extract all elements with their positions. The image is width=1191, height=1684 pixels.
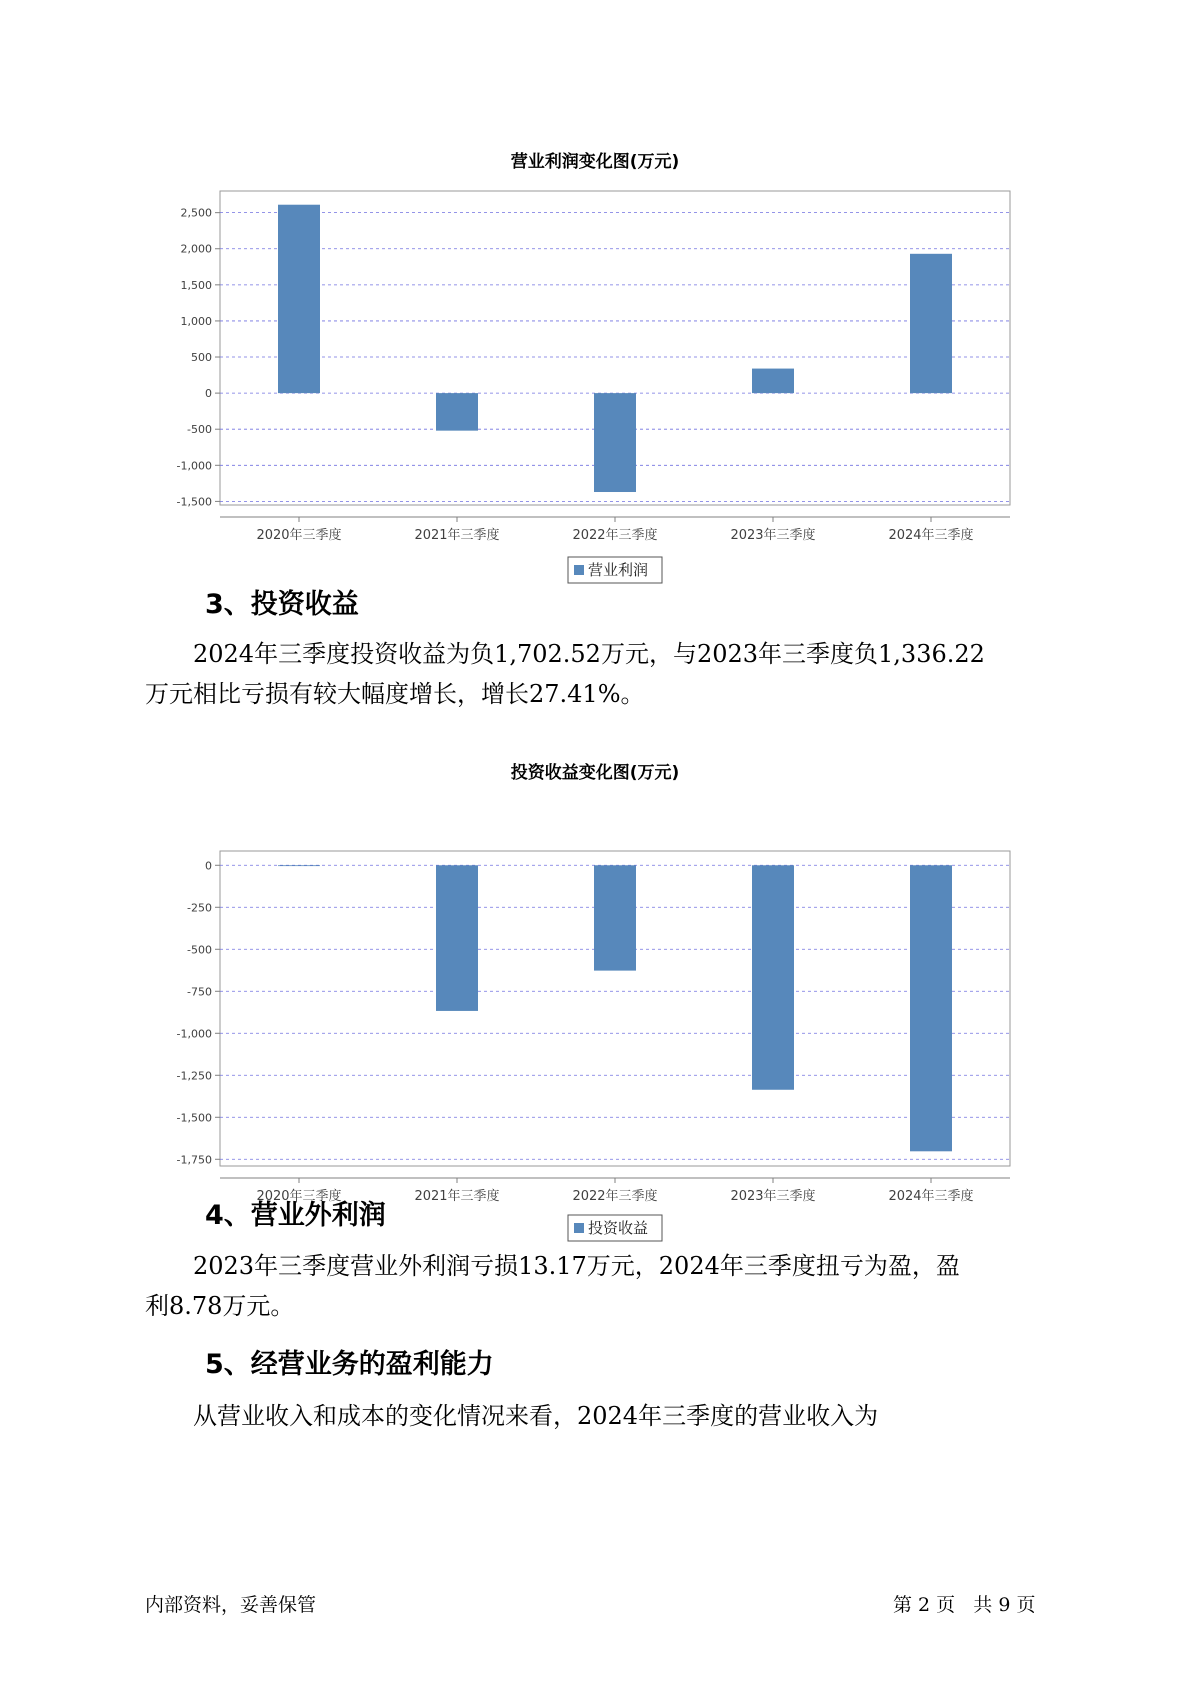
y-tick-label: -1,750 (176, 1153, 212, 1167)
y-tick-label: -1,500 (176, 495, 212, 509)
y-tick-label: 0 (205, 387, 212, 401)
chart-title-operating-profit: 营业利润变化图(万元) (510, 152, 680, 172)
footer-confidential-note: 内部资料，妥善保管 (145, 1594, 317, 1616)
legend-label: 营业利润 (588, 561, 649, 579)
x-tick-label: 2023年三季度 (730, 1189, 816, 1204)
paragraph-line: 万元相比亏损有较大幅度增长，增长27.41%。 (145, 680, 645, 708)
y-tick-label: -1,000 (176, 1027, 212, 1041)
chart-title-investment-income: 投资收益变化图(万元) (510, 763, 680, 783)
y-tick-label: -500 (187, 423, 212, 437)
x-tick-label: 2024年三季度 (888, 1189, 974, 1204)
y-tick-label: 1,000 (180, 314, 212, 328)
section-heading-profitability: 5、经营业务的盈利能力 (205, 1349, 494, 1380)
bar (910, 865, 952, 1151)
x-tick-label: 2023年三季度 (730, 528, 816, 543)
bar (278, 865, 320, 866)
y-tick-label: 2,000 (180, 242, 212, 256)
paragraph-line: 2023年三季度营业外利润亏损13.17万元，2024年三季度扭亏为盈，盈 (193, 1252, 960, 1280)
y-tick-label: 2,500 (180, 206, 212, 220)
x-tick-label: 2024年三季度 (888, 528, 974, 543)
x-tick-label: 2021年三季度 (414, 528, 500, 543)
y-tick-label: 1,500 (180, 278, 212, 292)
y-tick-label: -1,000 (176, 459, 212, 473)
y-tick-label: -750 (187, 985, 212, 999)
y-tick-label: -1,500 (176, 1111, 212, 1125)
x-tick-label: 2020年三季度 (256, 1189, 342, 1204)
legend-label: 投资收益 (588, 1219, 649, 1237)
paragraph-non-operating-profit (145, 1246, 1065, 1326)
bar (436, 865, 478, 1011)
section-heading-non-operating-profit: 4、营业外利润 (205, 1200, 386, 1231)
x-tick-label: 2021年三季度 (414, 1189, 500, 1204)
y-tick-label: 0 (205, 859, 212, 873)
x-tick-label: 2022年三季度 (572, 528, 658, 543)
y-tick-label: -1,250 (176, 1069, 212, 1083)
y-tick-label: -500 (187, 943, 212, 957)
y-tick-label: -250 (187, 901, 212, 915)
bar (594, 865, 636, 970)
y-tick-label: 500 (191, 351, 212, 365)
bar (752, 865, 794, 1089)
paragraph-line: 从营业收入和成本的变化情况来看，2024年三季度的营业收入为 (193, 1402, 879, 1430)
x-tick-label: 2020年三季度 (256, 528, 342, 543)
footer-page-number: 第 2 页 共 9 页 (893, 1594, 1036, 1616)
paragraph-profitability (145, 1396, 1065, 1436)
section-heading-investment-income: 3、投资收益 (205, 589, 359, 620)
paragraph-line: 2024年三季度投资收益为负1,702.52万元，与2023年三季度负1,336.22 (193, 640, 985, 668)
legend-swatch (574, 1223, 584, 1233)
x-tick-label: 2022年三季度 (572, 1189, 658, 1204)
paragraph-line: 利8.78万元。 (145, 1292, 295, 1320)
